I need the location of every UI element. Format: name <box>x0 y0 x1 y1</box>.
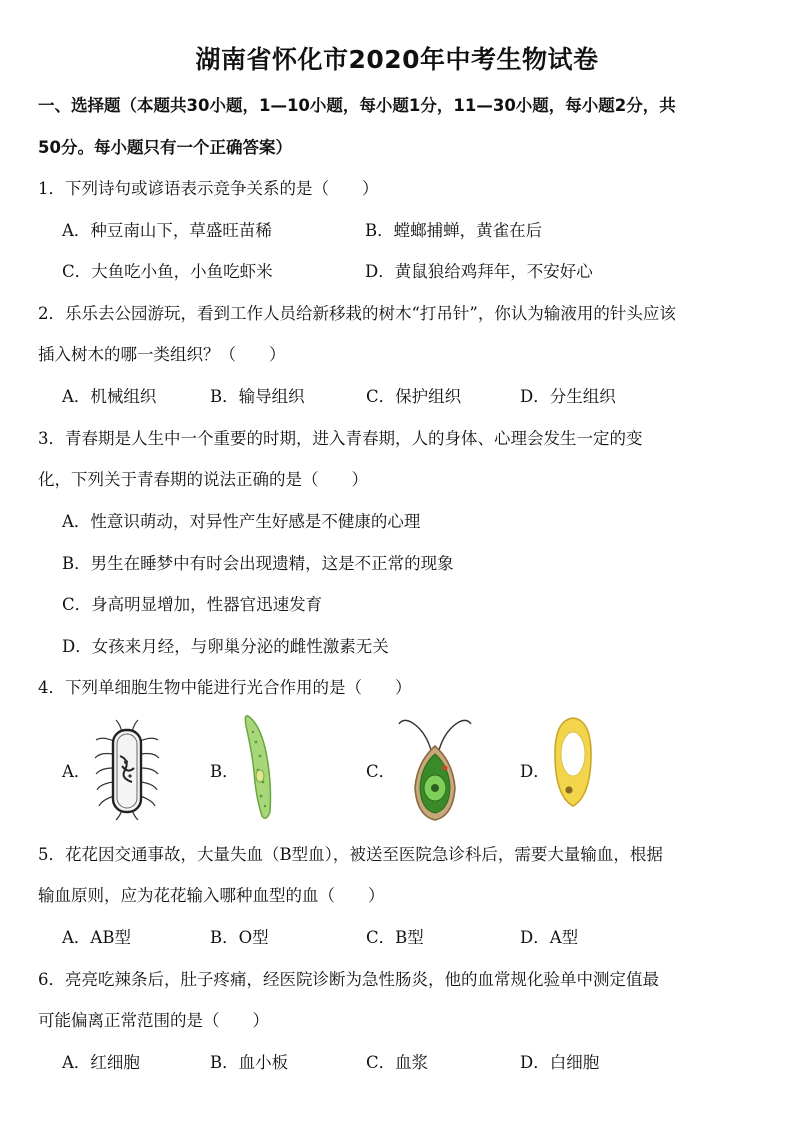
section-heading-line2: 50分。每小题只有一个正确答案） <box>38 138 292 157</box>
yeast-figure <box>551 714 595 810</box>
question-5-option-a[interactable]: A．AB型 <box>62 928 131 947</box>
question-2-option-d[interactable]: D．分生组织 <box>520 387 616 406</box>
question-1-stem: 1．下列诗句或谚语表示竞争关系的是（ ） <box>38 179 379 198</box>
page-title: 湖南省怀化市2020年中考生物试卷 <box>195 45 599 74</box>
question-3-stem-line1: 3．青春期是人生中一个重要的时期，进入青春期，人的身体、心理会发生一定的变 <box>38 429 643 448</box>
question-1-option-a[interactable]: A．种豆南山下，草盛旺苗稀 <box>62 221 272 240</box>
question-6-option-b[interactable]: B．血小板 <box>210 1053 289 1072</box>
question-4-option-d[interactable]: D． <box>520 762 550 781</box>
question-5-option-b[interactable]: B．O型 <box>210 928 269 947</box>
question-2-option-a[interactable]: A．机械组织 <box>62 387 157 406</box>
bacterium-figure <box>92 716 162 822</box>
question-2-option-c[interactable]: C．保护组织 <box>366 387 462 406</box>
question-2-stem-line2: 插入树木的哪一类组织？（ ） <box>38 345 286 364</box>
question-6-stem-line2: 可能偏离正常范围的是（ ） <box>38 1011 269 1030</box>
question-4-option-a[interactable]: A． <box>62 762 91 781</box>
question-5-stem-line2: 输血原则，应为花花输入哪种血型的血（ ） <box>38 886 385 905</box>
question-3-option-c[interactable]: C．身高明显增加，性器官迅速发育 <box>62 595 323 614</box>
question-6-option-c[interactable]: C．血浆 <box>366 1053 429 1072</box>
question-2-option-b[interactable]: B．输导组织 <box>210 387 305 406</box>
question-6-option-d[interactable]: D．白细胞 <box>520 1053 600 1072</box>
question-3-option-d[interactable]: D．女孩来月经，与卵巢分泌的雌性激素无关 <box>62 637 389 656</box>
question-1-option-b[interactable]: B．螳螂捕蝉，黄雀在后 <box>365 221 543 240</box>
question-5-stem-line1: 5．花花因交通事故，大量失血（B型血），被送至医院急诊科后，需要大量输血，根据 <box>38 845 663 864</box>
question-4-stem: 4．下列单细胞生物中能进行光合作用的是（ ） <box>38 678 412 697</box>
question-1-option-c[interactable]: C．大鱼吃小鱼，小鱼吃虾米 <box>62 262 273 281</box>
question-3-option-b[interactable]: B．男生在睡梦中有时会出现遗精，这是不正常的现象 <box>62 554 454 573</box>
question-4-option-c[interactable]: C． <box>366 762 396 781</box>
question-5-option-c[interactable]: C．B型 <box>366 928 424 947</box>
question-4-option-b[interactable]: B． <box>210 762 239 781</box>
euglena-figure <box>238 712 278 822</box>
question-1-option-d[interactable]: D．黄鼠狼给鸡拜年，不安好心 <box>365 262 593 281</box>
question-3-option-a[interactable]: A．性意识萌动，对异性产生好感是不健康的心理 <box>62 512 421 531</box>
section-heading-line1: 一、选择题（本题共30小题，1—10小题，每小题1分，11—30小题，每小题2分，共 <box>38 96 676 115</box>
question-3-stem-line2: 化，下列关于青春期的说法正确的是（ ） <box>38 470 368 489</box>
question-6-option-a[interactable]: A．红细胞 <box>62 1053 140 1072</box>
question-5-option-d[interactable]: D．A型 <box>520 928 579 947</box>
question-6-stem-line1: 6．亮亮吃辣条后，肚子疼痛，经医院诊断为急性肠炎，他的血常规化验单中测定值最 <box>38 970 659 989</box>
question-2-stem-line1: 2．乐乐去公园游玩，看到工作人员给新移栽的树木“打吊针”，你认为输液用的针头应该 <box>38 304 676 323</box>
chlamydomonas-figure <box>395 712 475 824</box>
